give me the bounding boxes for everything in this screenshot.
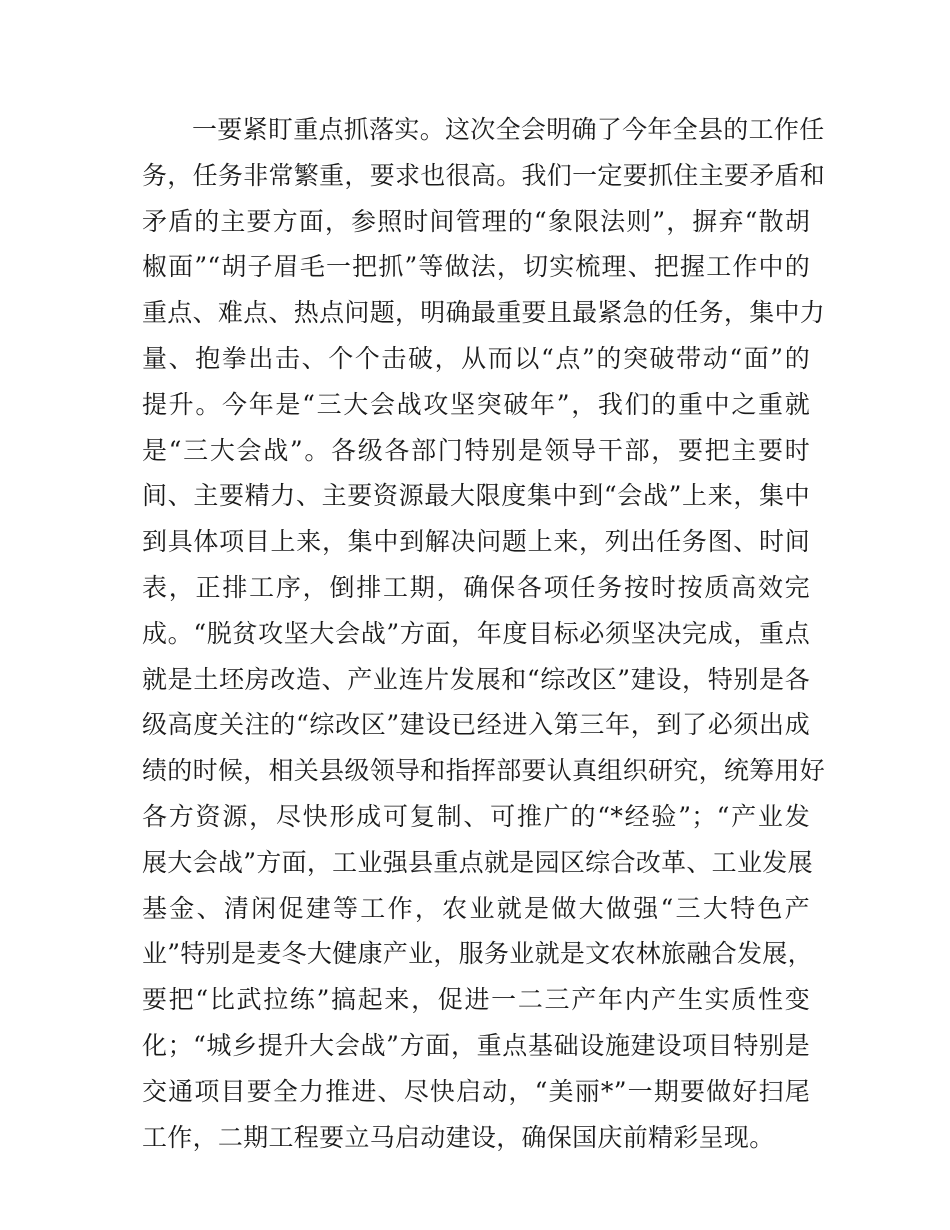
paragraph-line: 矛盾的主要方面，参照时间管理的“象限法则”，摒弃“散胡 bbox=[142, 206, 810, 236]
paragraph-line: 业”特别是麦冬大健康产业，服务业就是文农林旅融合发展， bbox=[142, 939, 813, 969]
paragraph-line: 交通项目要全力推进、尽快启动，“美丽*”一期要做好扫尾 bbox=[142, 1076, 810, 1106]
paragraph-line: 各方资源，尽快形成可复制、可推广的“*经验”；“产业发 bbox=[142, 801, 810, 831]
paragraph-line: 到具体项目上来，集中到解决问题上来，列出任务图、时间 bbox=[142, 527, 810, 557]
paragraph-line: 椒面”“胡子眉毛一把抓”等做法，切实梳理、把握工作中的 bbox=[142, 252, 810, 282]
paragraph-line: 间、主要精力、主要资源最大限度集中到“会战”上来，集中 bbox=[142, 481, 810, 511]
paragraph-line: 绩的时候，相关县级领导和指挥部要认真组织研究，统筹用好 bbox=[142, 756, 826, 786]
paragraph-line: 基金、清闲促建等工作，农业就是做大做强“三大特色产 bbox=[142, 893, 810, 923]
paragraph-line: 量、抱拳出击、个个击破，从而以“点”的突破带动“面”的 bbox=[142, 343, 810, 373]
paragraph-line: 提升。今年是“三大会战攻坚突破年”，我们的重中之重就 bbox=[142, 389, 810, 419]
paragraph-line: 就是土坯房改造、产业连片发展和“综改区”建设，特别是各 bbox=[142, 664, 810, 694]
paragraph-line: 是“三大会战”。各级各部门特别是领导干部，要把主要时 bbox=[142, 435, 810, 465]
paragraph-line: 工作，二期工程要立马启动建设，确保国庆前精彩呈现。 bbox=[142, 1122, 775, 1152]
paragraph-line: 要把“比武拉练”搞起来，促进一二三产年内产生实质性变 bbox=[142, 985, 810, 1015]
paragraph-line: 表，正排工序，倒排工期，确保各项任务按时按质高效完 bbox=[142, 572, 810, 602]
paragraph-line: 化；“城乡提升大会战”方面，重点基础设施建设项目特别是 bbox=[142, 1030, 810, 1060]
paragraph-line: 级高度关注的“综改区”建设已经进入第三年，到了必须出成 bbox=[142, 710, 810, 740]
paragraph-line: 成。“脱贫攻坚大会战”方面，年度目标必须坚决完成，重点 bbox=[142, 618, 810, 648]
paragraph-line: 展大会战”方面，工业强县重点就是园区综合改革、工业发展 bbox=[142, 847, 813, 877]
body-paragraph bbox=[142, 107, 826, 1160]
paragraph-line: 务，任务非常繁重，要求也很高。我们一定要抓住主要矛盾和 bbox=[142, 160, 826, 190]
paragraph-line: 一要紧盯重点抓落实。这次全会明确了今年全县的工作任 bbox=[192, 115, 825, 144]
paragraph-line: 重点、难点、热点问题，明确最重要且最紧急的任务，集中力 bbox=[142, 298, 826, 328]
